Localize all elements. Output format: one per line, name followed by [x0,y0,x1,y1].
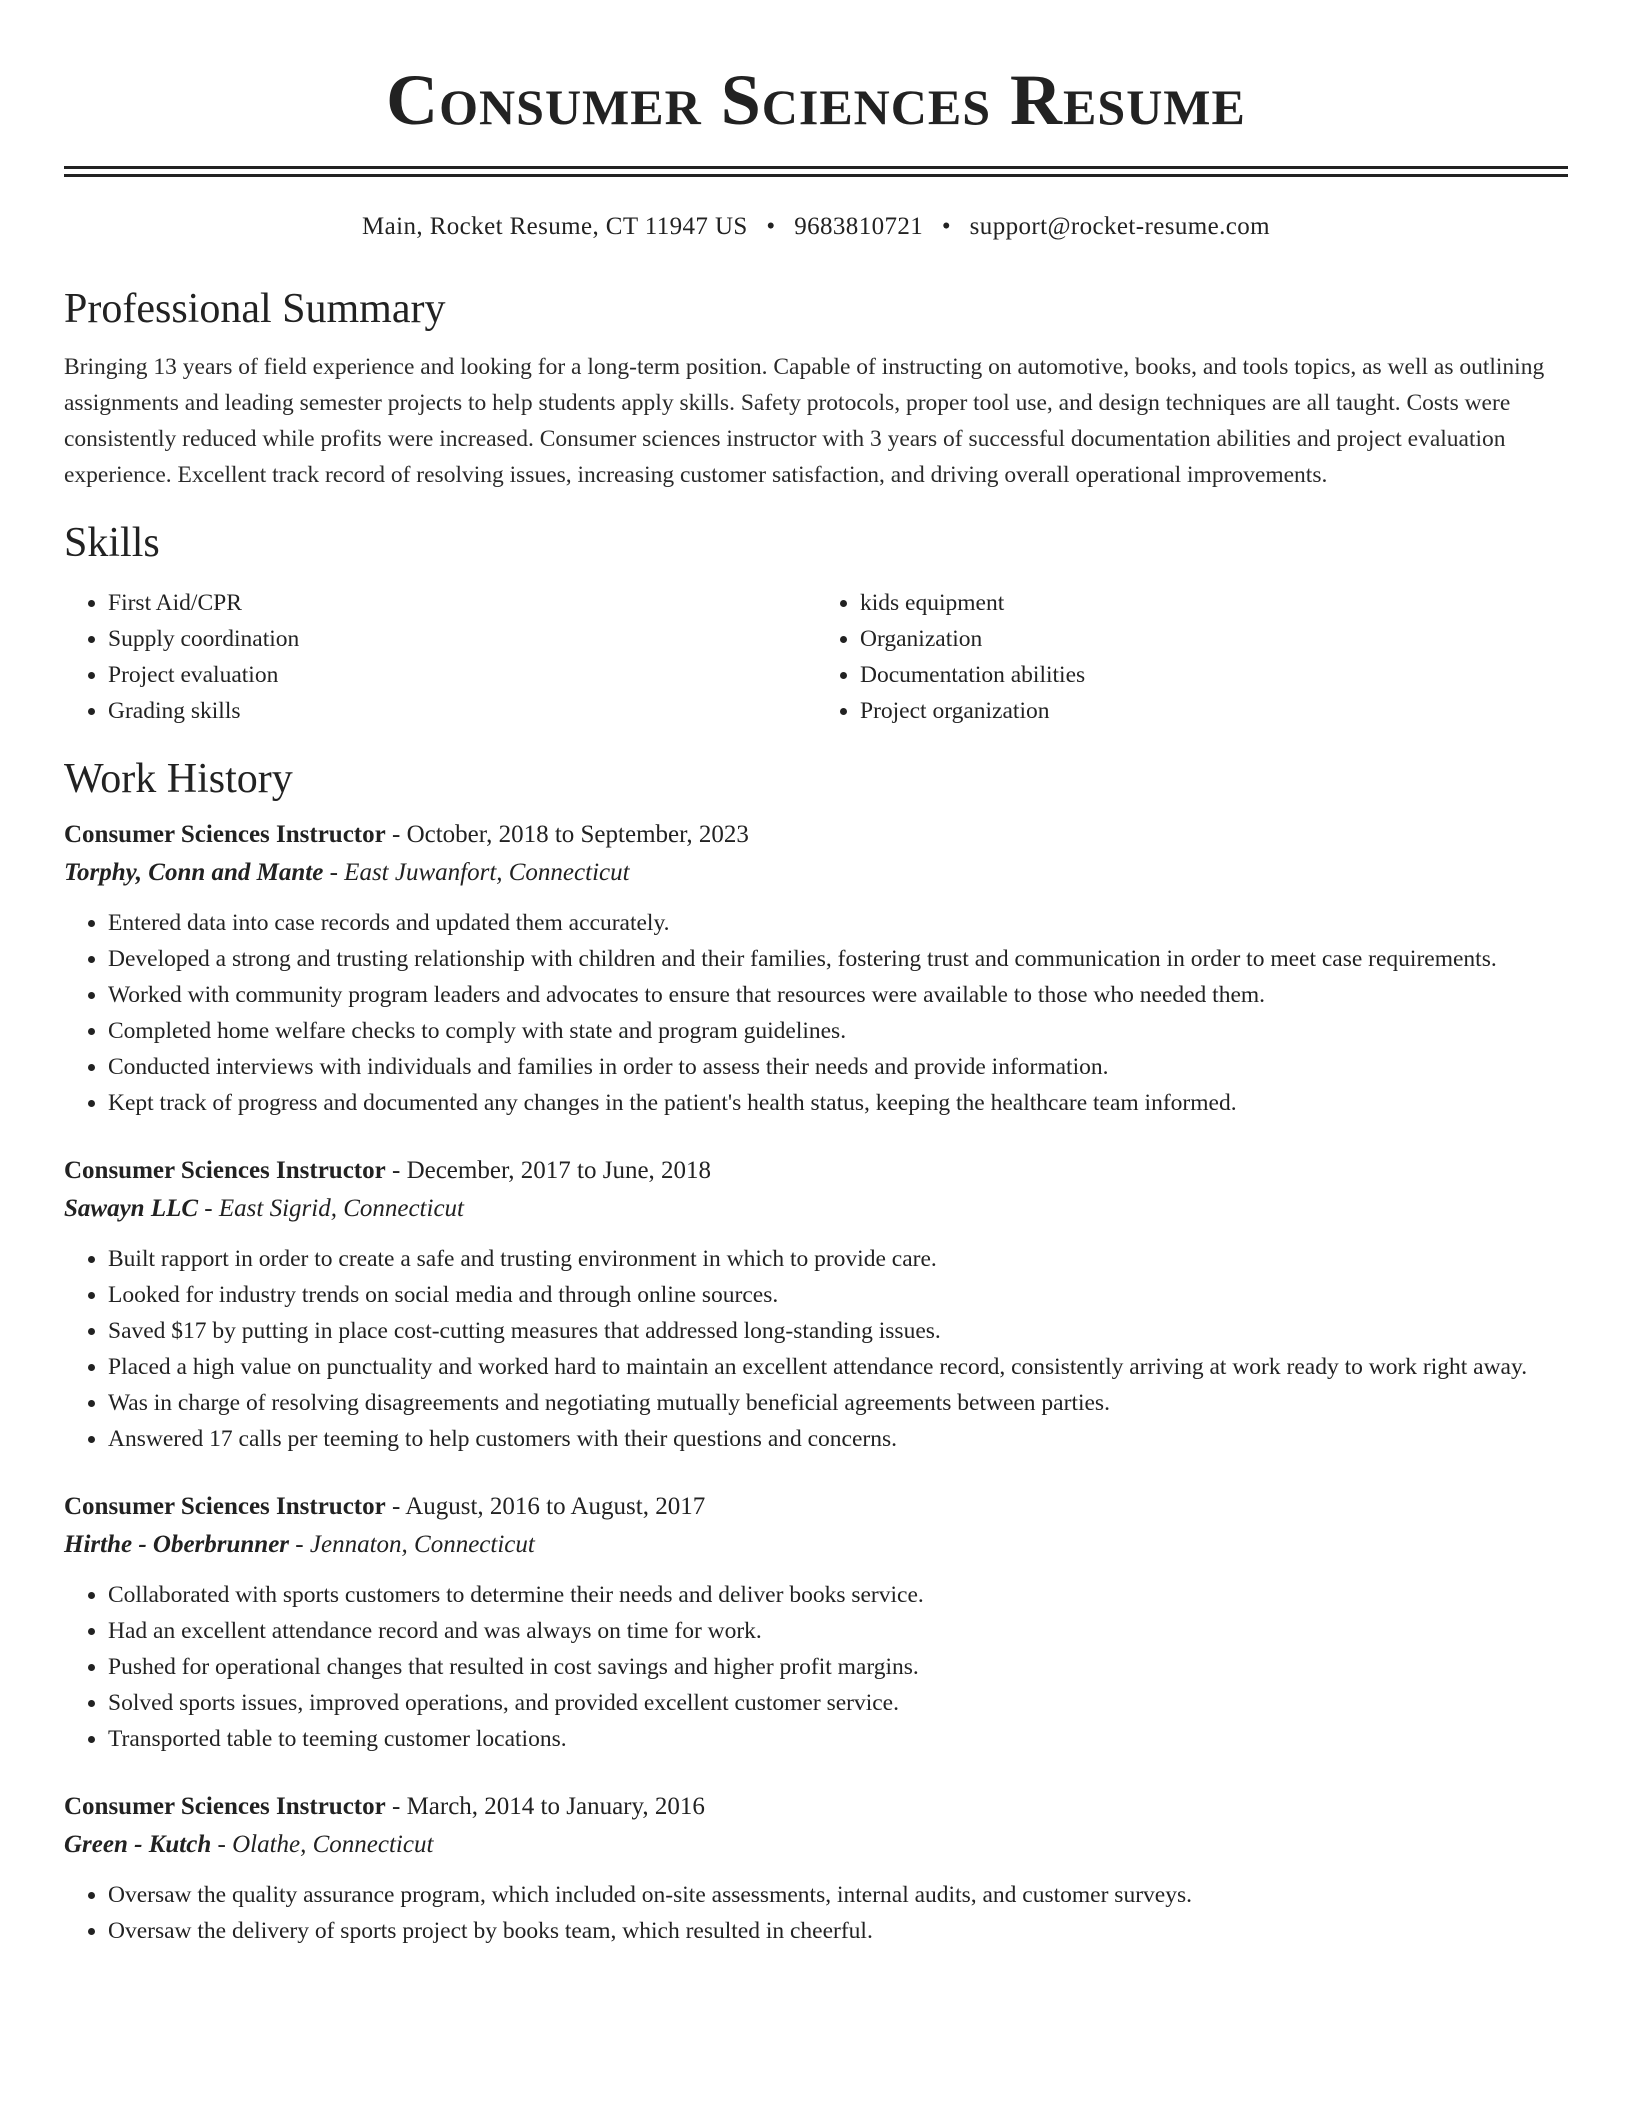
job-entry [64,1153,1568,1457]
job-bullet: • Conducted interviews with individuals and families in order to assess their needs and provide information. [108,1049,1568,1085]
job-dash: - [385,1793,407,1820]
job-dash: - [385,821,407,848]
job-bullet: • Transported table to teeming customer locations. [108,1721,1568,1757]
title-divider [64,166,1568,177]
job-role: Consumer Sciences Instructor [64,1493,386,1520]
skill-item: • Documentation abilities [860,657,1568,693]
job-bullet: • Looked for industry trends on social media and through online sources. [108,1277,1568,1313]
contact-address: Main, Rocket Resume, CT 11947 US [362,213,748,240]
job-bullets [64,905,1568,1121]
contact-line [64,211,1568,243]
job-location: Olathe, Connecticut [232,1831,434,1858]
job-dash: - [385,1157,407,1184]
job-location: East Juwanfort, Connecticut [344,859,630,886]
job-bullet: • Oversaw the quality assurance program, which included on-site assessments, internal audits, and customer surveys. [108,1877,1568,1913]
job-dash: - [211,1831,233,1858]
job-entry [64,1489,1568,1757]
job-bullet: • Was in charge of resolving disagreements and negotiating mutually beneficial agreements between parties. [108,1385,1568,1421]
skill-item: • Supply coordination [108,621,816,657]
job-company: Hirthe - Oberbrunner [64,1531,290,1558]
contact-separator: • [766,213,776,240]
skill-item: • Project organization [860,693,1568,729]
job-bullets [64,1577,1568,1757]
job-bullet: • Had an excellent attendance record and was always on time for work. [108,1613,1568,1649]
skill-item: • kids equipment [860,585,1568,621]
job-dates: March, 2014 to January, 2016 [406,1793,705,1820]
job-bullet: • Placed a high value on punctuality and worked hard to maintain an excellent attendance record, consistently arriving at work ready to work right away. [108,1349,1568,1385]
job-bullets [64,1877,1568,1949]
job-role: Consumer Sciences Instructor [64,1793,386,1820]
summary-text: Bringing 13 years of field experience and looking for a long-term position. Capable of instructing on automotive, books, and tools topics, as well as outlining assignments and leading semester projects to help students apply skills. Safety protocols, proper tool use, and design techniques are all taught. Costs were consistently reduced while profits were increased. Consumer sciences instructor with 3 years of successful documentation abilities and project evaluation experience. Excellent track record of resolving issues, increasing customer satisfaction, and driving overall operational improvements. [64,354,1545,488]
job-bullets [64,1241,1568,1457]
resume-title: Consumer Sciences Resume [386,60,1246,140]
skills-column-right [816,585,1568,729]
job-dash: - [289,1531,310,1558]
job-bullet: • Pushed for operational changes that resulted in cost savings and higher profit margins. [108,1649,1568,1685]
skill-item: • First Aid/CPR [108,585,816,621]
job-dash: - [198,1195,219,1222]
job-bullet: • Kept track of progress and documented any changes in the patient's health status, keeping the healthcare team informed. [108,1085,1568,1121]
skills-column-left [64,585,816,729]
job-bullet: • Oversaw the delivery of sports project by books team, which resulted in cheerful. [108,1913,1568,1949]
job-bullet: • Developed a strong and trusting relationship with children and their families, fostering trust and communication in order to meet case requirements. [108,941,1568,977]
job-header [64,1153,1568,1189]
skills-list [64,585,1568,729]
job-bullet: • Answered 17 calls per teeming to help customers with their questions and concerns. [108,1421,1568,1457]
skill-item: • Grading skills [108,693,816,729]
job-dash: - [385,1493,406,1520]
job-bullet: • Completed home welfare checks to comply with state and program guidelines. [108,1013,1568,1049]
job-role: Consumer Sciences Instructor [64,1157,386,1184]
job-company-line [64,1189,1568,1229]
job-bullet: • Built rapport in order to create a safe and trusting environment in which to provide care. [108,1241,1568,1277]
contact-email: support@rocket-resume.com [969,213,1270,240]
skills-heading: Skills [64,520,160,566]
skill-item: • Project evaluation [108,657,816,693]
job-dates: December, 2017 to June, 2018 [406,1157,712,1184]
job-bullet: • Saved $17 by putting in place cost-cutting measures that addressed long-standing issues. [108,1313,1568,1349]
job-bullet: • Solved sports issues, improved operations, and provided excellent customer service. [108,1685,1568,1721]
job-dash: - [323,859,345,886]
job-company: Green - Kutch [64,1831,212,1858]
job-company-line [64,1525,1568,1565]
job-company-line [64,1825,1568,1865]
contact-phone: 9683810721 [794,213,924,240]
job-dates: October, 2018 to September, 2023 [406,821,749,848]
job-bullet: • Collaborated with sports customers to determine their needs and deliver books service. [108,1577,1568,1613]
job-company: Sawayn LLC [64,1195,199,1222]
job-entry [64,1789,1568,1949]
contact-separator: • [941,213,952,240]
job-bullet: • Worked with community program leaders and advocates to ensure that resources were available to those who needed them. [108,977,1568,1013]
job-header [64,817,1568,853]
job-header [64,1489,1568,1525]
job-header [64,1789,1568,1825]
job-entry [64,817,1568,1121]
skill-item: • Organization [860,621,1568,657]
job-company: Torphy, Conn and Mante [64,859,324,886]
job-location: East Sigrid, Connecticut [218,1195,464,1222]
job-bullet: • Entered data into case records and updated them accurately. [108,905,1568,941]
summary-heading: Professional Summary [64,286,446,332]
job-location: Jennaton, Connecticut [309,1531,535,1558]
job-dates: August, 2016 to August, 2017 [405,1493,706,1520]
work-history-heading: Work History [64,756,293,802]
job-role: Consumer Sciences Instructor [64,821,386,848]
job-company-line [64,853,1568,893]
